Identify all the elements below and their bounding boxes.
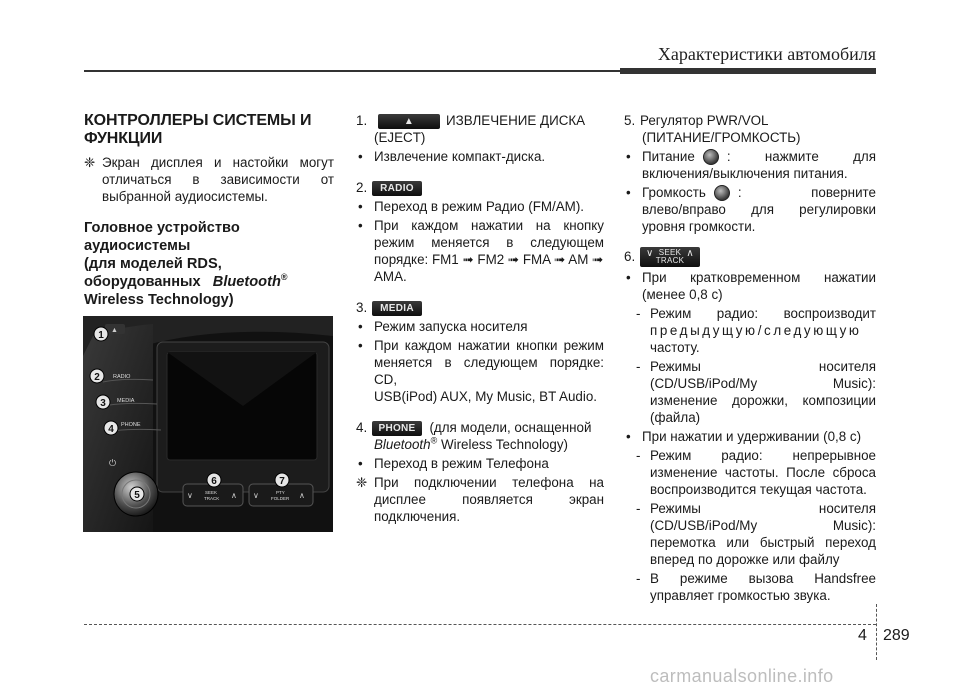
photo-label-phone: PHONE bbox=[121, 422, 141, 428]
svg-text:∨: ∨ bbox=[187, 491, 193, 500]
head-unit-photo bbox=[83, 316, 333, 532]
photo-label-pty: PTY bbox=[276, 490, 285, 495]
item-radio: 2. RADIO bbox=[356, 179, 604, 196]
svg-text:▲: ▲ bbox=[111, 327, 118, 334]
item-eject: 1. ▲ ИЗВЛЕЧЕНИЕ ДИСКА (EJECT) bbox=[356, 113, 586, 145]
column-middle: 1. ▲ ИЗВЛЕЧЕНИЕ ДИСКА (EJECT) • Извлечение компакт-диска. 2. RADIO • Переход в режим Радио (FM/AM). • При каждом нажатии на кнопку режим меняется в следующем порядке: FM1 ➟ FM2 ➟ FMA ➟ AM ➟ AMA. 3. MEDIA • Режим запуска носителя • При каждом нажатии кнопки режим меняется в следующем порядке: CD, USB(iPod) AUX, My Music, BT Audio. 4. PHONE (для модели, оснащенной Bluetooth® Wireless Technology) • Переход в режим Телефона ❈ При подключении телефона на дисплее появляется экран подключения. bbox=[356, 113, 604, 524]
item-pwr-vol: 5. Регулятор PWR/VOL (ПИТАНИЕ/ГРОМКОСТЬ) bbox=[624, 113, 801, 145]
display-note: ❈ Экран дисплея и настойки могут отличаться в зависимости от выбранной аудиосистемы. bbox=[84, 155, 334, 204]
item-phone: 4. PHONE (для модели, оснащенной Bluetooth® Wireless Technology) bbox=[356, 420, 592, 452]
callout-3: 3 bbox=[100, 398, 106, 409]
page-number: 289 bbox=[883, 627, 910, 644]
column-right: 5. Регулятор PWR/VOL (ПИТАНИЕ/ГРОМКОСТЬ) • Питание : нажмите для включения/выключения питания. • Громкость : поверните влево/вправо для регулировки уровня громкости. 6. ∨ SEEK TRACK ∧ • При кратковременном нажатии (менее 0,8 с) - Режим радио: воспроизводит предыдущую/следующую частоту. - Режимы носителя (CD/USB/iPod/My Music): изменение дорожки, композиции (файла) • При нажатии и удерживании (0,8 с) - Режим радио: непрерывное изменение частоты. После сброса воспроизводится текущая частота. - Режимы носителя (CD/USB/iPod/My Music): перемотка или быстрый переход вперед по дорожке или файлу - В режиме вызова Handsfree управляет громкостью звука. bbox=[624, 113, 876, 603]
photo-label-media: MEDIA bbox=[117, 398, 135, 404]
column-left bbox=[84, 112, 334, 315]
phone-note: ❈ При подключении телефона на дисплее появляется экран подключения. bbox=[356, 475, 604, 524]
footer-divider bbox=[876, 604, 877, 660]
photo-label-radio: RADIO bbox=[113, 374, 131, 380]
svg-text:∨: ∨ bbox=[253, 491, 259, 500]
callout-2: 2 bbox=[94, 372, 100, 383]
chapter-number: 4 bbox=[858, 627, 867, 644]
head-unit-illustration bbox=[83, 316, 333, 532]
svg-text:∧: ∧ bbox=[231, 491, 237, 500]
volume-knob-icon bbox=[714, 185, 730, 201]
note-mark-icon: ❈ bbox=[84, 155, 96, 170]
phone-button-icon: PHONE bbox=[372, 421, 422, 436]
svg-text:∧: ∧ bbox=[299, 491, 305, 500]
callout-7: 7 bbox=[279, 476, 285, 487]
photo-label-seek: SEEK bbox=[205, 490, 218, 495]
header-rule-thick bbox=[620, 68, 876, 74]
svg-text:⏻: ⏻ bbox=[109, 458, 117, 468]
callout-5: 5 bbox=[134, 490, 140, 501]
note-mark-icon: ❈ bbox=[356, 475, 368, 490]
seek-track-button-icon: ∨ SEEK TRACK ∧ bbox=[640, 247, 700, 267]
page-header-title: Характеристики автомобиля bbox=[657, 44, 876, 64]
item-media: 3. MEDIA bbox=[356, 299, 604, 316]
callout-6: 6 bbox=[211, 476, 217, 487]
section-title: КОНТРОЛЛЕРЫ СИСТЕМЫ И ФУНКЦИИ bbox=[84, 112, 312, 147]
photo-label-folder: FOLDER bbox=[271, 496, 290, 501]
eject-bullet: • Извлечение компакт-диска. bbox=[358, 149, 546, 164]
callout-4: 4 bbox=[108, 424, 114, 435]
power-knob-icon bbox=[703, 149, 719, 165]
radio-button-icon: RADIO bbox=[372, 181, 422, 196]
item-seek-track: 6. ∨ SEEK TRACK ∧ bbox=[624, 247, 876, 267]
media-button-icon: MEDIA bbox=[372, 301, 422, 316]
watermark: carmanualsonline.info bbox=[650, 666, 834, 686]
subsection-title: Головное устройство аудиосистемы (для моделей RDS, оборудованных Bluetooth® Wireless Technology) bbox=[84, 220, 288, 308]
photo-label-track: TRACK bbox=[204, 496, 220, 501]
footer-rule bbox=[84, 624, 876, 625]
eject-button-icon: ▲ bbox=[378, 114, 440, 129]
callout-1: 1 bbox=[98, 330, 104, 341]
